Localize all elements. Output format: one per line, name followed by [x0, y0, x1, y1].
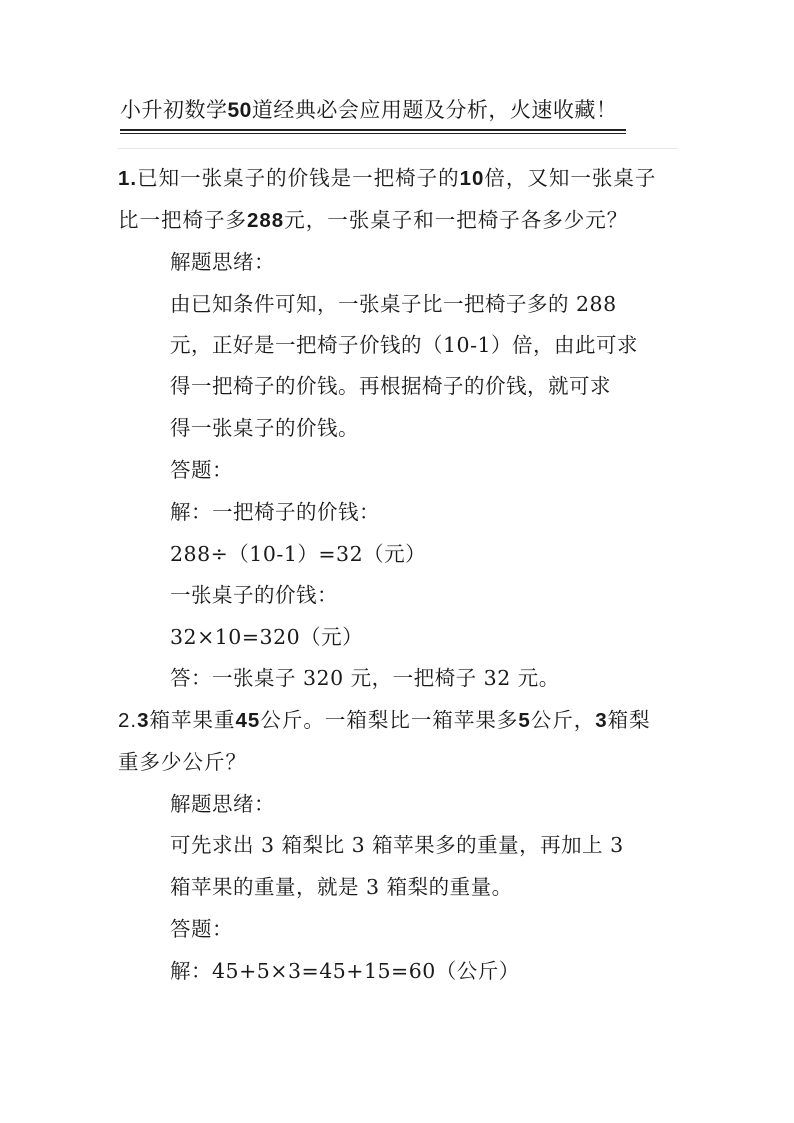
q2-think-line: 可先求出 3 箱梨比 3 箱苹果多的重量，再加上 3: [170, 833, 624, 857]
q2-line2: 重多少公斤？: [118, 750, 247, 774]
q2-text-a: 3: [137, 709, 150, 732]
title-prefix: 小升初数学: [120, 98, 228, 122]
divider: [118, 148, 678, 149]
q2-answer-line: 解：45+5×3=45+15=60（公斤）: [170, 959, 520, 983]
q1-answer-line: 一张桌子的价钱：: [170, 583, 338, 607]
q1-answer-line: 32×10=320（元）: [170, 625, 364, 649]
q1-line2: [118, 206, 628, 235]
q1-think-line: 得一张桌子的价钱。: [170, 416, 359, 440]
q1-text-c: 倍，又知一张桌子: [484, 166, 657, 190]
title-text: [120, 92, 630, 129]
q1-think-line: 由已知条件可知，一张桌子比一把椅子多的 288: [170, 292, 617, 316]
title-number: 50: [227, 99, 252, 122]
q1-think-label: 解题思绪：: [170, 250, 275, 274]
q2-think-label: 解题思绪：: [170, 792, 275, 816]
q1-l2-a: 比一把椅子多: [118, 208, 247, 232]
q2-answer-label: 答题：: [170, 917, 233, 941]
q1-line1: [118, 164, 656, 193]
q2-text-h: 箱梨: [607, 708, 651, 732]
q1-answer-line: 288÷（10-1）=32（元）: [170, 542, 427, 566]
q2-text-g: 3: [595, 709, 608, 732]
q2-think-line: 箱苹果的重量，就是 3 箱梨的重量。: [170, 875, 513, 899]
q1-answer-label: 答题：: [170, 458, 233, 482]
title-underline-thin: [120, 133, 626, 134]
q1-l2-b: 288: [247, 209, 285, 232]
q2-text-b: 箱苹果重: [149, 708, 236, 732]
q2-text-c: 45: [235, 709, 261, 732]
q2-line1: [118, 706, 651, 735]
title-underline: [120, 129, 626, 131]
q1-answer-line: 答：一张桌子 320 元，一把椅子 32 元。: [170, 666, 560, 690]
q1-think-line: 元，正好是一把椅子价钱的（10-1）倍，由此可求: [170, 333, 639, 357]
q2-text-f: 公斤，: [530, 708, 596, 732]
q1-text-a: 已知一张桌子的价钱是一把椅子的: [137, 166, 460, 190]
q1-l2-c: 元，一张桌子和一把椅子各多少元？: [284, 208, 629, 232]
q1-number: 1.: [118, 167, 138, 190]
q2-text-e: 5: [518, 709, 531, 732]
q1-think-line: 得一把椅子的价钱。再根据椅子的价钱，就可求: [170, 374, 611, 398]
q1-text-b: 10: [459, 167, 485, 190]
document-title: [120, 92, 630, 134]
q2-number: 2.: [118, 709, 138, 732]
title-suffix: 道经典必会应用题及分析，火速收藏！: [251, 98, 618, 122]
q2-text-d: 公斤。一箱梨比一箱苹果多: [260, 708, 519, 732]
q1-answer-line: 解：一把椅子的价钱：: [170, 500, 380, 524]
